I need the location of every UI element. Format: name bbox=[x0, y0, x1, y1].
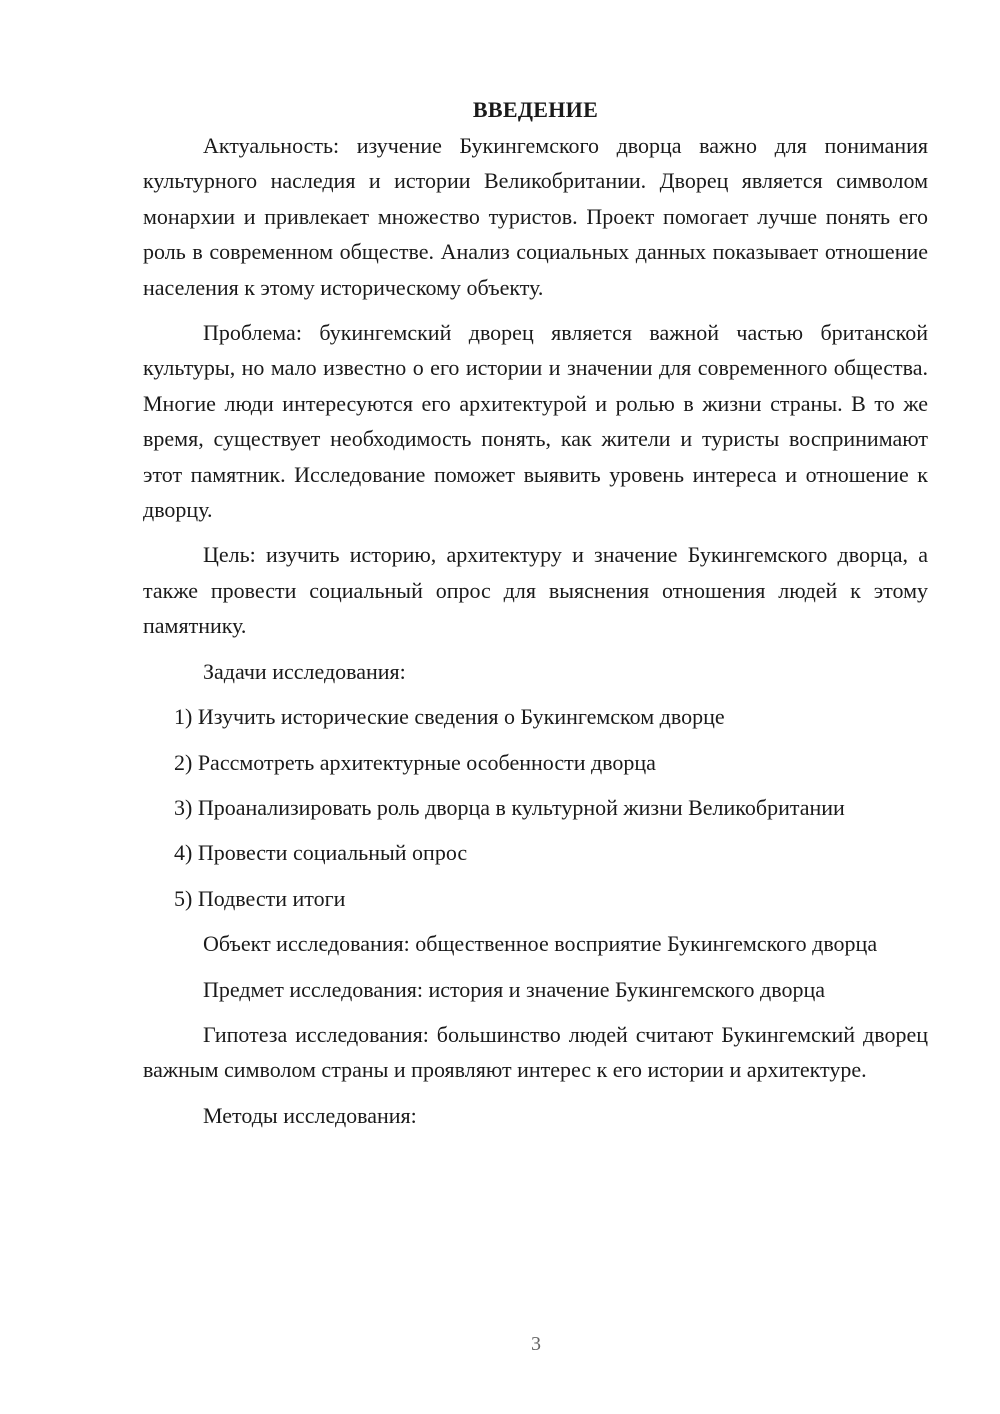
task-item-2: 2) Рассмотреть архитектурные особенности дворца bbox=[174, 749, 656, 775]
paragraph-goal: Цель: изучить историю, архитектуру и значение Букингемского дворца, а также провести социальный опрос для выяснения отношения людей к этому памятнику. bbox=[143, 542, 928, 639]
paragraph-object: Объект исследования: общественное восприятие Букингемского дворца bbox=[203, 931, 878, 957]
task-item-5: 5) Подвести итоги bbox=[174, 885, 346, 911]
paragraph-hypothesis: Гипотеза исследования: большинство людей считают Букингемский дворец важным символом страны и проявляют интерес к его истории и архитектуре. bbox=[143, 1021, 928, 1083]
task-item-3: 3) Проанализировать роль дворца в культурной жизни Великобритании bbox=[174, 794, 845, 820]
paragraph-subject: Предмет исследования: история и значение Букингемского дворца bbox=[203, 976, 825, 1002]
task-item-4: 4) Провести социальный опрос bbox=[174, 840, 468, 866]
paragraph-problem: Проблема: букингемский дворец является важной частью британской культуры, но мало известно о его истории и значении для современного общества. Многие люди интересуются его архитектурой и ролью в жизни страны. В то же время, существует необходимость понять, как жители и туристы воспринимают этот памятник. Исследование поможет выявить уровень интереса и отношение к дворцу. bbox=[143, 320, 928, 523]
page-number: 3 bbox=[531, 1333, 541, 1355]
methods-title: Методы исследования: bbox=[203, 1102, 417, 1128]
section-heading: ВВЕДЕНИЕ bbox=[472, 97, 599, 122]
task-item-1: 1) Изучить исторические сведения о Букингемском дворце bbox=[174, 704, 725, 730]
tasks-title: Задачи исследования: bbox=[203, 658, 406, 684]
page-body bbox=[143, 92, 928, 1133]
paragraph-relevance: Актуальность: изучение Букингемского дворца важно для понимания культурного наследия и истории Великобритании. Дворец является символом монархии и привлекает множество туристов. Проект помогает лучше понять его роль в современном обществе. Анализ социальных данных показывает отношение населения к этому историческому объекту. bbox=[143, 133, 928, 300]
